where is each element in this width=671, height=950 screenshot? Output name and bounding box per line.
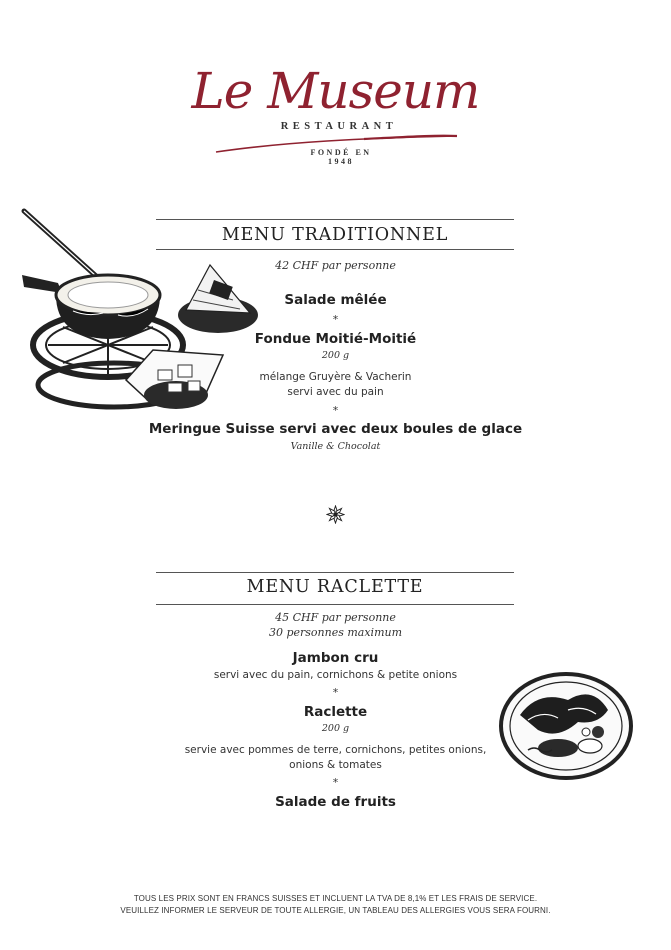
traditionnel-dish3: Meringue Suisse servi avec deux boules de glace (148, 421, 523, 437)
raclette-bottom-rule (156, 604, 514, 605)
traditionnel-title: MENU TRADITIONNEL (221, 225, 449, 245)
traditionnel-price: 42 CHF par personne (275, 259, 396, 272)
traditionnel-dish3-desc: Vanille & Chocolat (290, 441, 381, 452)
raclette-dish2-desc1: servie avec pommes de terre, cornichons, petites onions, (184, 744, 487, 756)
founded-line1: FONDÉ EN (310, 148, 372, 157)
traditionnel-dish1: Salade mêlée (284, 292, 387, 308)
founded-line2: 1948 (328, 157, 354, 166)
traditionnel-bottom-rule (156, 249, 514, 250)
edelweiss-icon (326, 505, 345, 524)
raclette-capacity: 30 personnes maximum (268, 626, 403, 639)
traditionnel-top-rule (156, 219, 514, 220)
raclette-dish2-desc2: onions & tomates (289, 759, 382, 771)
raclette-dish3: Salade de fruits (275, 794, 396, 810)
raclette-dish1: Jambon cru (292, 650, 379, 666)
traditionnel-dish2-desc1: mélange Gruyère & Vacherin (259, 371, 412, 383)
logo-subtitle: RESTAURANT (280, 121, 398, 132)
raclette-plate-illustration (498, 670, 634, 782)
raclette-dish1-desc: servi avec du pain, cornichons & petite onions (213, 669, 458, 681)
raclette-dish2: Raclette (303, 704, 368, 720)
logo-founded (286, 148, 396, 166)
footer-line2: VEUILLEZ INFORMER LE SERVEUR DE TOUTE ALLERGIE, UN TABLEAU DES ALLERGIES VOUS SERA FOURNI. (120, 906, 551, 915)
raclette-title: MENU RACLETTE (246, 577, 424, 597)
footer-line1: TOUS LES PRIX SONT EN FRANCS SUISSES ET INCLUENT LA TVA DE 8,1% ET LES FRAIS DE SERVICE. (133, 894, 538, 903)
separator-star: * (332, 686, 339, 699)
restaurant-logo-name: Le Museum (191, 62, 480, 120)
traditionnel-dish2: Fondue Moitié-Moitié (254, 331, 417, 347)
separator-star: * (332, 776, 339, 789)
raclette-top-rule (156, 572, 514, 573)
raclette-price: 45 CHF par personne (275, 611, 396, 624)
separator-star: * (332, 313, 339, 326)
traditionnel-dish2-weight: 200 g (321, 350, 350, 361)
separator-star: * (332, 404, 339, 417)
raclette-dish2-weight: 200 g (321, 723, 350, 734)
traditionnel-dish2-desc2: servi avec du pain (287, 386, 384, 398)
